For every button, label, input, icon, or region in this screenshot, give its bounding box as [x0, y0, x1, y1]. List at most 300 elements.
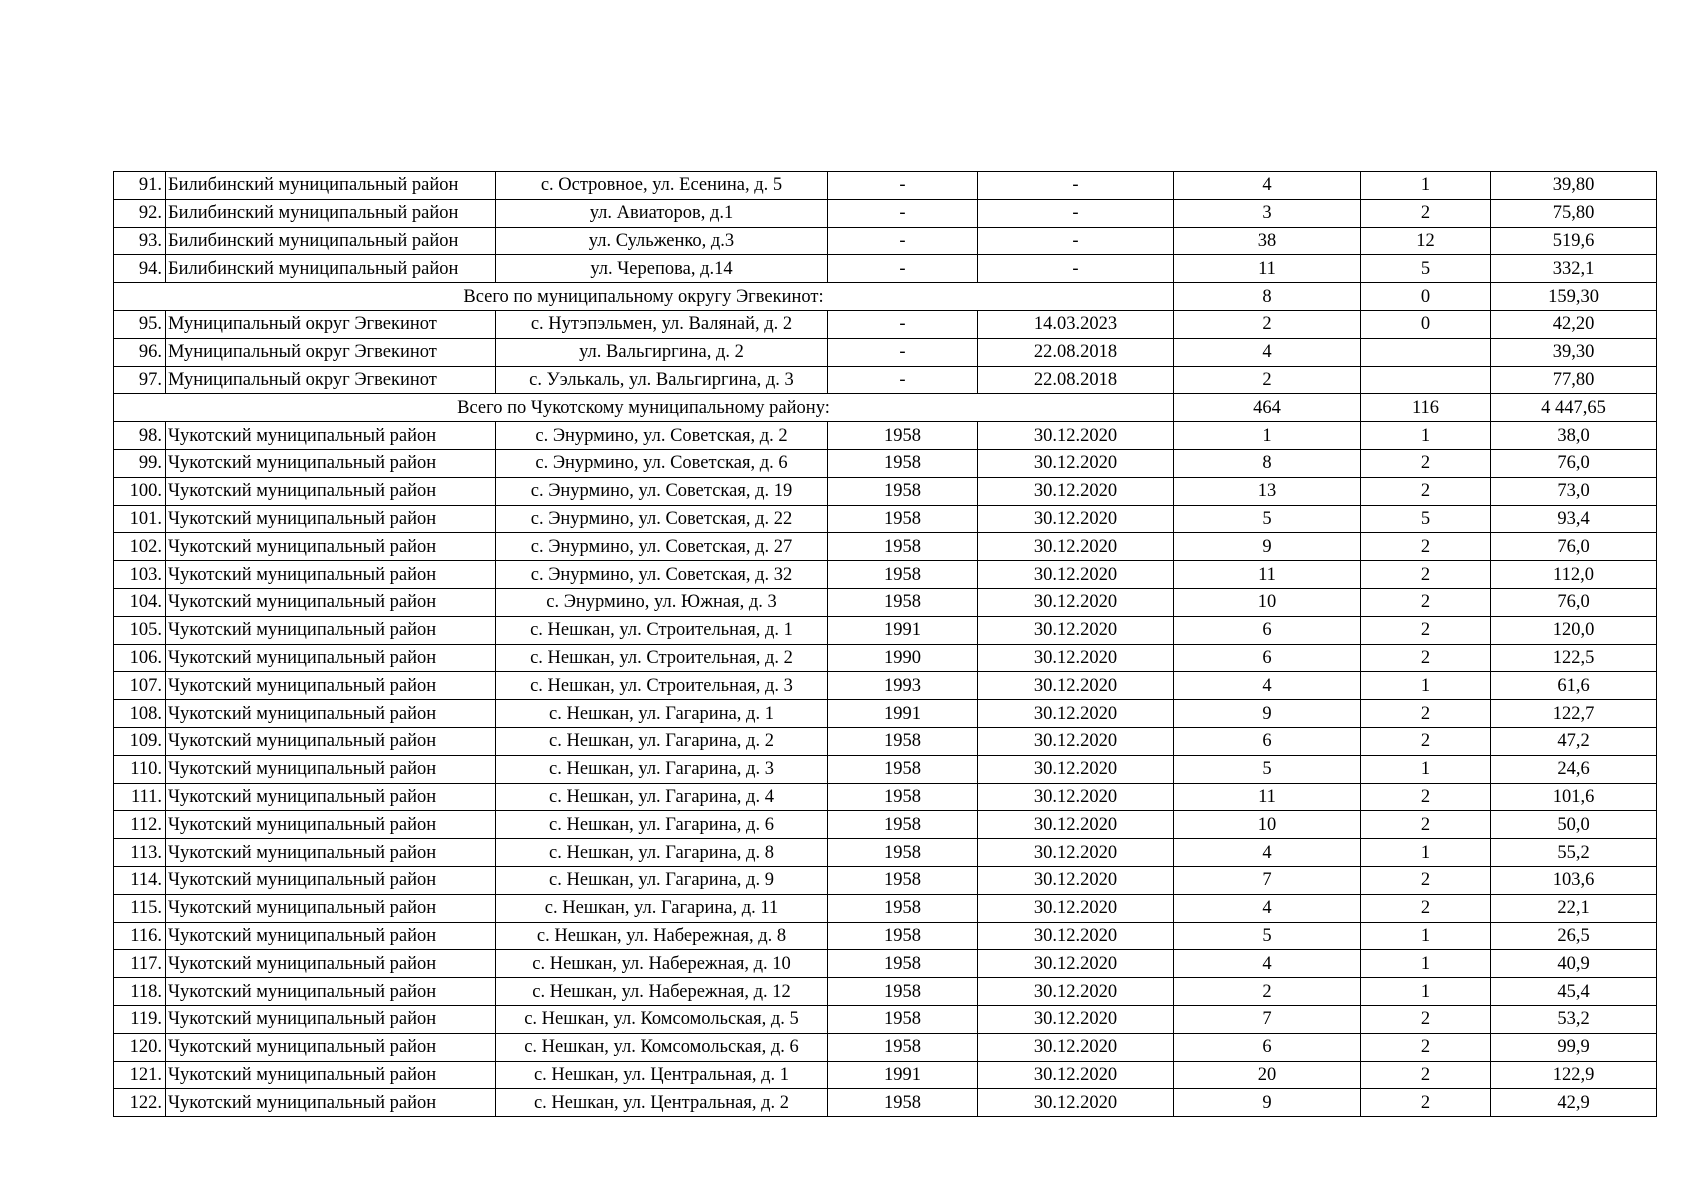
date-cell: 30.12.2020	[978, 727, 1174, 755]
area-cell: 38,0	[1491, 422, 1657, 450]
count-2-cell: 1	[1361, 672, 1491, 700]
municipality-cell: Чукотский муниципальный район	[166, 1005, 496, 1033]
municipality-cell: Чукотский муниципальный район	[166, 533, 496, 561]
table-row	[114, 338, 1657, 366]
address-cell: с. Нешкан, ул. Набережная, д. 12	[496, 978, 828, 1006]
table-row	[114, 1061, 1657, 1089]
row-number-cell: 122.	[114, 1089, 166, 1117]
address-cell: с. Энурмино, ул. Советская, д. 32	[496, 561, 828, 589]
municipality-cell: Чукотский муниципальный район	[166, 978, 496, 1006]
area-cell: 42,9	[1491, 1089, 1657, 1117]
date-cell: 30.12.2020	[978, 839, 1174, 867]
table-row	[114, 172, 1657, 200]
address-cell: с. Энурмино, ул. Советская, д. 27	[496, 533, 828, 561]
table-row	[114, 310, 1657, 338]
area-cell: 76,0	[1491, 533, 1657, 561]
count-1-cell: 3	[1174, 199, 1361, 227]
count-1-cell: 5	[1174, 922, 1361, 950]
row-number-cell: 110.	[114, 755, 166, 783]
count-2-cell: 1	[1361, 978, 1491, 1006]
year-cell: 1991	[828, 700, 978, 728]
area-cell: 39,80	[1491, 172, 1657, 200]
municipality-cell: Чукотский муниципальный район	[166, 477, 496, 505]
address-cell: с. Нешкан, ул. Строительная, д. 2	[496, 644, 828, 672]
year-cell: -	[828, 199, 978, 227]
row-number-cell: 105.	[114, 616, 166, 644]
row-number-cell: 114.	[114, 866, 166, 894]
area-cell: 101,6	[1491, 783, 1657, 811]
date-cell: -	[978, 227, 1174, 255]
count-1-cell: 10	[1174, 588, 1361, 616]
count-1-cell: 10	[1174, 811, 1361, 839]
table-row	[114, 616, 1657, 644]
count-1-cell: 9	[1174, 1089, 1361, 1117]
municipality-cell: Чукотский муниципальный район	[166, 755, 496, 783]
subtotal-row	[114, 394, 1657, 422]
address-cell: с. Нешкан, ул. Строительная, д. 3	[496, 672, 828, 700]
date-cell: 30.12.2020	[978, 922, 1174, 950]
area-cell: 50,0	[1491, 811, 1657, 839]
count-1-cell: 5	[1174, 755, 1361, 783]
year-cell: 1990	[828, 644, 978, 672]
table-row	[114, 1005, 1657, 1033]
municipality-cell: Чукотский муниципальный район	[166, 644, 496, 672]
year-cell: 1958	[828, 533, 978, 561]
year-cell: 1958	[828, 1005, 978, 1033]
area-cell: 122,7	[1491, 700, 1657, 728]
address-cell: с. Нешкан, ул. Комсомольская, д. 6	[496, 1033, 828, 1061]
count-2-cell: 1	[1361, 755, 1491, 783]
count-2-cell: 5	[1361, 255, 1491, 283]
count-2-cell: 1	[1361, 172, 1491, 200]
row-number-cell: 113.	[114, 839, 166, 867]
date-cell: 30.12.2020	[978, 477, 1174, 505]
table-row	[114, 894, 1657, 922]
count-1-cell: 11	[1174, 255, 1361, 283]
address-cell: с. Нешкан, ул. Строительная, д. 1	[496, 616, 828, 644]
municipality-cell: Чукотский муниципальный район	[166, 783, 496, 811]
table-body	[114, 172, 1657, 1117]
table-row	[114, 255, 1657, 283]
date-cell: 30.12.2020	[978, 644, 1174, 672]
count-2-cell: 2	[1361, 783, 1491, 811]
table-row	[114, 505, 1657, 533]
area-cell: 112,0	[1491, 561, 1657, 589]
date-cell: 30.12.2020	[978, 1061, 1174, 1089]
date-cell: 22.08.2018	[978, 338, 1174, 366]
row-number-cell: 101.	[114, 505, 166, 533]
area-cell: 47,2	[1491, 727, 1657, 755]
count-2-cell: 2	[1361, 727, 1491, 755]
area-cell: 120,0	[1491, 616, 1657, 644]
year-cell: 1958	[828, 755, 978, 783]
municipality-cell: Муниципальный округ Эгвекинот	[166, 338, 496, 366]
date-cell: 30.12.2020	[978, 866, 1174, 894]
year-cell: 1958	[828, 1089, 978, 1117]
row-number-cell: 103.	[114, 561, 166, 589]
address-cell: с. Энурмино, ул. Советская, д. 22	[496, 505, 828, 533]
count-2-cell: 2	[1361, 894, 1491, 922]
municipality-cell: Муниципальный округ Эгвекинот	[166, 366, 496, 394]
row-number-cell: 112.	[114, 811, 166, 839]
table-row	[114, 366, 1657, 394]
municipality-cell: Чукотский муниципальный район	[166, 866, 496, 894]
date-cell: 30.12.2020	[978, 783, 1174, 811]
municipality-cell: Билибинский муниципальный район	[166, 172, 496, 200]
row-number-cell: 91.	[114, 172, 166, 200]
row-number-cell: 120.	[114, 1033, 166, 1061]
area-cell: 76,0	[1491, 588, 1657, 616]
count-2-cell	[1361, 366, 1491, 394]
count-1-cell: 2	[1174, 366, 1361, 394]
date-cell: 30.12.2020	[978, 1033, 1174, 1061]
date-cell: 30.12.2020	[978, 755, 1174, 783]
municipality-cell: Чукотский муниципальный район	[166, 950, 496, 978]
count-2-cell: 0	[1361, 283, 1491, 311]
address-cell: с. Нешкан, ул. Гагарина, д. 2	[496, 727, 828, 755]
count-1-cell: 2	[1174, 978, 1361, 1006]
table-row	[114, 477, 1657, 505]
row-number-cell: 111.	[114, 783, 166, 811]
count-1-cell: 5	[1174, 505, 1361, 533]
municipality-cell: Чукотский муниципальный район	[166, 505, 496, 533]
date-cell: 30.12.2020	[978, 616, 1174, 644]
municipality-cell: Билибинский муниципальный район	[166, 227, 496, 255]
table-row	[114, 950, 1657, 978]
year-cell: 1958	[828, 894, 978, 922]
row-number-cell: 117.	[114, 950, 166, 978]
row-number-cell: 104.	[114, 588, 166, 616]
municipality-cell: Чукотский муниципальный район	[166, 561, 496, 589]
table-row	[114, 199, 1657, 227]
row-number-cell: 96.	[114, 338, 166, 366]
table-row	[114, 922, 1657, 950]
area-cell: 76,0	[1491, 449, 1657, 477]
area-cell: 53,2	[1491, 1005, 1657, 1033]
count-2-cell: 12	[1361, 227, 1491, 255]
year-cell: -	[828, 227, 978, 255]
area-cell: 103,6	[1491, 866, 1657, 894]
municipality-cell: Чукотский муниципальный район	[166, 839, 496, 867]
count-1-cell: 38	[1174, 227, 1361, 255]
year-cell: 1958	[828, 978, 978, 1006]
address-cell: с. Нешкан, ул. Гагарина, д. 4	[496, 783, 828, 811]
date-cell: 30.12.2020	[978, 811, 1174, 839]
date-cell: 30.12.2020	[978, 700, 1174, 728]
year-cell: 1958	[828, 477, 978, 505]
year-cell: 1958	[828, 727, 978, 755]
municipality-cell: Чукотский муниципальный район	[166, 449, 496, 477]
row-number-cell: 100.	[114, 477, 166, 505]
count-1-cell: 4	[1174, 172, 1361, 200]
table-row	[114, 561, 1657, 589]
row-number-cell: 93.	[114, 227, 166, 255]
count-2-cell: 5	[1361, 505, 1491, 533]
date-cell: 22.08.2018	[978, 366, 1174, 394]
table-row	[114, 227, 1657, 255]
row-number-cell: 118.	[114, 978, 166, 1006]
count-1-cell: 20	[1174, 1061, 1361, 1089]
area-cell: 39,30	[1491, 338, 1657, 366]
address-cell: с. Уэлькаль, ул. Вальгиргина, д. 3	[496, 366, 828, 394]
count-1-cell: 13	[1174, 477, 1361, 505]
row-number-cell: 116.	[114, 922, 166, 950]
area-cell: 26,5	[1491, 922, 1657, 950]
municipality-cell: Чукотский муниципальный район	[166, 1061, 496, 1089]
count-2-cell: 2	[1361, 616, 1491, 644]
count-1-cell: 4	[1174, 894, 1361, 922]
address-cell: с. Энурмино, ул. Советская, д. 2	[496, 422, 828, 450]
date-cell: 30.12.2020	[978, 672, 1174, 700]
year-cell: -	[828, 255, 978, 283]
year-cell: -	[828, 310, 978, 338]
year-cell: 1958	[828, 922, 978, 950]
count-2-cell: 2	[1361, 588, 1491, 616]
count-2-cell: 2	[1361, 1005, 1491, 1033]
date-cell: 30.12.2020	[978, 561, 1174, 589]
count-1-cell: 1	[1174, 422, 1361, 450]
address-cell: с. Нутэпэльмен, ул. Валянай, д. 2	[496, 310, 828, 338]
address-cell: с. Энурмино, ул. Южная, д. 3	[496, 588, 828, 616]
table-row	[114, 422, 1657, 450]
table-row	[114, 700, 1657, 728]
municipality-cell: Чукотский муниципальный район	[166, 727, 496, 755]
year-cell: -	[828, 338, 978, 366]
area-cell: 22,1	[1491, 894, 1657, 922]
count-2-cell: 2	[1361, 561, 1491, 589]
count-1-cell: 6	[1174, 1033, 1361, 1061]
count-1-cell: 4	[1174, 839, 1361, 867]
date-cell: 30.12.2020	[978, 449, 1174, 477]
table-row	[114, 811, 1657, 839]
table-row	[114, 1033, 1657, 1061]
area-cell: 99,9	[1491, 1033, 1657, 1061]
year-cell: 1958	[828, 449, 978, 477]
row-number-cell: 107.	[114, 672, 166, 700]
date-cell: 30.12.2020	[978, 894, 1174, 922]
address-cell: с. Нешкан, ул. Набережная, д. 10	[496, 950, 828, 978]
count-2-cell: 1	[1361, 922, 1491, 950]
year-cell: 1991	[828, 616, 978, 644]
address-cell: ул. Вальгиргина, д. 2	[496, 338, 828, 366]
area-cell: 159,30	[1491, 283, 1657, 311]
address-cell: с. Нешкан, ул. Гагарина, д. 6	[496, 811, 828, 839]
area-cell: 73,0	[1491, 477, 1657, 505]
table-row	[114, 588, 1657, 616]
table-row	[114, 755, 1657, 783]
row-number-cell: 99.	[114, 449, 166, 477]
year-cell: 1958	[828, 505, 978, 533]
date-cell: -	[978, 199, 1174, 227]
address-cell: ул. Авиаторов, д.1	[496, 199, 828, 227]
address-cell: с. Энурмино, ул. Советская, д. 19	[496, 477, 828, 505]
date-cell: 30.12.2020	[978, 422, 1174, 450]
area-cell: 77,80	[1491, 366, 1657, 394]
row-number-cell: 95.	[114, 310, 166, 338]
count-2-cell: 2	[1361, 644, 1491, 672]
subtotal-label: Всего по Чукотскому муниципальному району:	[114, 394, 1174, 422]
address-cell: с. Нешкан, ул. Комсомольская, д. 5	[496, 1005, 828, 1033]
municipality-cell: Чукотский муниципальный район	[166, 922, 496, 950]
municipality-cell: Чукотский муниципальный район	[166, 422, 496, 450]
area-cell: 122,9	[1491, 1061, 1657, 1089]
year-cell: 1958	[828, 1033, 978, 1061]
year-cell: 1991	[828, 1061, 978, 1089]
table-row	[114, 449, 1657, 477]
area-cell: 45,4	[1491, 978, 1657, 1006]
date-cell: 30.12.2020	[978, 978, 1174, 1006]
municipality-cell: Чукотский муниципальный район	[166, 672, 496, 700]
row-number-cell: 98.	[114, 422, 166, 450]
address-cell: ул. Черепова, д.14	[496, 255, 828, 283]
date-cell: -	[978, 255, 1174, 283]
date-cell: 14.03.2023	[978, 310, 1174, 338]
address-cell: с. Нешкан, ул. Гагарина, д. 1	[496, 700, 828, 728]
count-2-cell: 2	[1361, 866, 1491, 894]
count-2-cell: 2	[1361, 700, 1491, 728]
municipality-cell: Билибинский муниципальный район	[166, 255, 496, 283]
address-cell: с. Нешкан, ул. Центральная, д. 2	[496, 1089, 828, 1117]
date-cell: -	[978, 172, 1174, 200]
address-cell: с. Нешкан, ул. Гагарина, д. 3	[496, 755, 828, 783]
municipality-cell: Чукотский муниципальный район	[166, 1033, 496, 1061]
area-cell: 4 447,65	[1491, 394, 1657, 422]
table-row	[114, 839, 1657, 867]
year-cell: 1958	[828, 811, 978, 839]
date-cell: 30.12.2020	[978, 950, 1174, 978]
address-cell: ул. Сульженко, д.3	[496, 227, 828, 255]
municipality-cell: Чукотский муниципальный район	[166, 588, 496, 616]
year-cell: 1958	[828, 588, 978, 616]
row-number-cell: 119.	[114, 1005, 166, 1033]
table-row	[114, 978, 1657, 1006]
table-row	[114, 533, 1657, 561]
area-cell: 122,5	[1491, 644, 1657, 672]
count-1-cell: 4	[1174, 950, 1361, 978]
count-1-cell: 7	[1174, 866, 1361, 894]
count-2-cell: 2	[1361, 811, 1491, 839]
address-cell: с. Нешкан, ул. Гагарина, д. 8	[496, 839, 828, 867]
area-cell: 55,2	[1491, 839, 1657, 867]
area-cell: 61,6	[1491, 672, 1657, 700]
municipality-cell: Чукотский муниципальный район	[166, 700, 496, 728]
date-cell: 30.12.2020	[978, 588, 1174, 616]
address-cell: с. Нешкан, ул. Центральная, д. 1	[496, 1061, 828, 1089]
area-cell: 42,20	[1491, 310, 1657, 338]
count-2-cell: 1	[1361, 422, 1491, 450]
address-cell: с. Нешкан, ул. Гагарина, д. 11	[496, 894, 828, 922]
row-number-cell: 92.	[114, 199, 166, 227]
count-1-cell: 7	[1174, 1005, 1361, 1033]
year-cell: 1958	[828, 866, 978, 894]
count-2-cell: 2	[1361, 199, 1491, 227]
count-1-cell: 11	[1174, 561, 1361, 589]
address-cell: с. Островное, ул. Есенина, д. 5	[496, 172, 828, 200]
area-cell: 75,80	[1491, 199, 1657, 227]
count-2-cell: 1	[1361, 950, 1491, 978]
subtotal-row	[114, 283, 1657, 311]
table-row	[114, 866, 1657, 894]
count-2-cell: 2	[1361, 449, 1491, 477]
year-cell: 1958	[828, 839, 978, 867]
count-1-cell: 6	[1174, 727, 1361, 755]
date-cell: 30.12.2020	[978, 533, 1174, 561]
count-1-cell: 9	[1174, 533, 1361, 561]
date-cell: 30.12.2020	[978, 1005, 1174, 1033]
municipality-cell: Чукотский муниципальный район	[166, 894, 496, 922]
subtotal-label: Всего по муниципальному округу Эгвекинот:	[114, 283, 1174, 311]
year-cell: -	[828, 366, 978, 394]
table-row	[114, 644, 1657, 672]
date-cell: 30.12.2020	[978, 505, 1174, 533]
row-number-cell: 109.	[114, 727, 166, 755]
year-cell: 1993	[828, 672, 978, 700]
area-cell: 24,6	[1491, 755, 1657, 783]
row-number-cell: 97.	[114, 366, 166, 394]
area-cell: 332,1	[1491, 255, 1657, 283]
count-1-cell: 6	[1174, 616, 1361, 644]
count-1-cell: 11	[1174, 783, 1361, 811]
count-2-cell: 116	[1361, 394, 1491, 422]
year-cell: 1958	[828, 422, 978, 450]
count-1-cell: 4	[1174, 672, 1361, 700]
municipality-cell: Билибинский муниципальный район	[166, 199, 496, 227]
year-cell: 1958	[828, 561, 978, 589]
table-row	[114, 1089, 1657, 1117]
municipality-cell: Муниципальный округ Эгвекинот	[166, 310, 496, 338]
count-1-cell: 464	[1174, 394, 1361, 422]
count-1-cell: 6	[1174, 644, 1361, 672]
address-cell: с. Нешкан, ул. Набережная, д. 8	[496, 922, 828, 950]
table-row	[114, 672, 1657, 700]
count-1-cell: 2	[1174, 310, 1361, 338]
count-2-cell: 0	[1361, 310, 1491, 338]
row-number-cell: 102.	[114, 533, 166, 561]
address-cell: с. Нешкан, ул. Гагарина, д. 9	[496, 866, 828, 894]
table-row	[114, 727, 1657, 755]
area-cell: 93,4	[1491, 505, 1657, 533]
count-2-cell: 2	[1361, 477, 1491, 505]
date-cell: 30.12.2020	[978, 1089, 1174, 1117]
municipality-cell: Чукотский муниципальный район	[166, 811, 496, 839]
count-2-cell: 1	[1361, 839, 1491, 867]
count-1-cell: 8	[1174, 283, 1361, 311]
row-number-cell: 121.	[114, 1061, 166, 1089]
row-number-cell: 108.	[114, 700, 166, 728]
row-number-cell: 115.	[114, 894, 166, 922]
count-1-cell: 4	[1174, 338, 1361, 366]
count-1-cell: 8	[1174, 449, 1361, 477]
municipality-cell: Чукотский муниципальный район	[166, 616, 496, 644]
municipality-cell: Чукотский муниципальный район	[166, 1089, 496, 1117]
count-1-cell: 9	[1174, 700, 1361, 728]
area-cell: 519,6	[1491, 227, 1657, 255]
housing-table	[113, 171, 1657, 1117]
count-2-cell: 2	[1361, 533, 1491, 561]
year-cell: 1958	[828, 783, 978, 811]
area-cell: 40,9	[1491, 950, 1657, 978]
count-2-cell: 2	[1361, 1033, 1491, 1061]
count-2-cell: 2	[1361, 1089, 1491, 1117]
count-2-cell: 2	[1361, 1061, 1491, 1089]
row-number-cell: 94.	[114, 255, 166, 283]
year-cell: -	[828, 172, 978, 200]
count-2-cell	[1361, 338, 1491, 366]
row-number-cell: 106.	[114, 644, 166, 672]
table-row	[114, 783, 1657, 811]
year-cell: 1958	[828, 950, 978, 978]
address-cell: с. Энурмино, ул. Советская, д. 6	[496, 449, 828, 477]
